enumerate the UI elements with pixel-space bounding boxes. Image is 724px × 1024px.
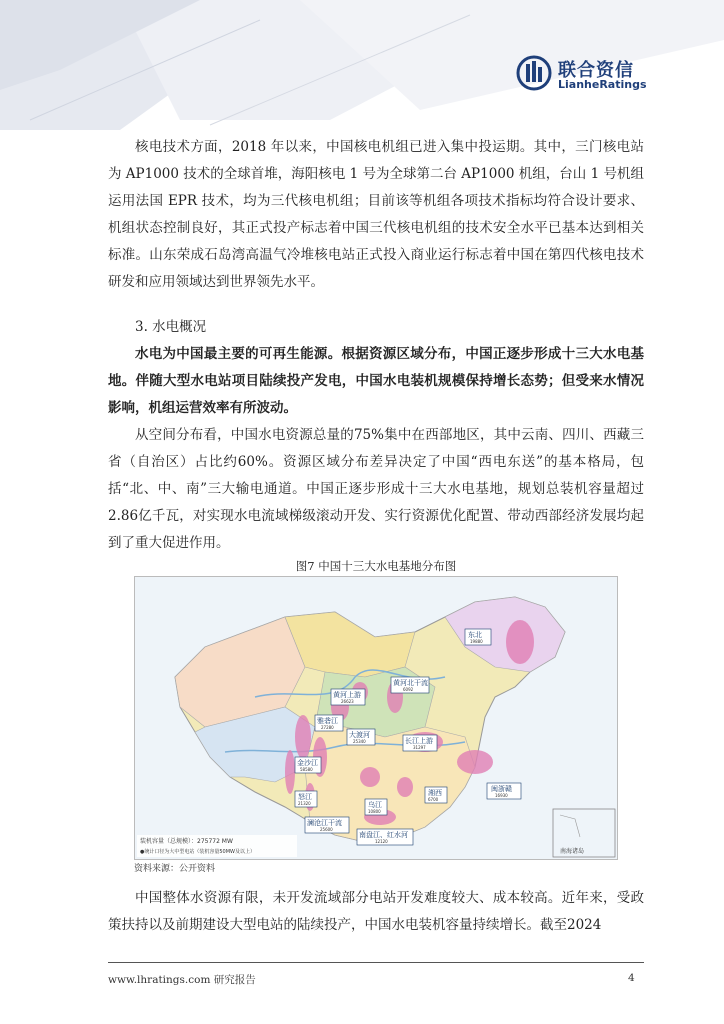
nuclear-paragraph: 核电技术方面，2018 年以来，中国核电机组已进入集中投运期。其中，三门核电站为 AP1000 技术的全球首堆，海阳核电 1 号为全球第二台 AP1000 机组，台山 1 号机组运用法国 EPR 技术，均为三代核电机组；目前该等机组各项技术指标均符合设计要求、机组状态控制良好，其正式投产标志着中国三代核电机组的技术安全水平已基本达到相关标准。山东荣成石岛湾高温气冷堆核电站正式投入商业运行标志着中国在第四代核电技术研发和应用领域达到世界领先水平。 — [108, 139, 644, 290]
hydropower-map — [134, 576, 618, 860]
svg-text:26623: 26623 — [341, 699, 354, 704]
base-label-wujiang — [365, 799, 387, 815]
page-number: 4 — [628, 972, 635, 984]
svg-text:长江上游: 长江上游 — [405, 737, 433, 745]
svg-text:21320: 21320 — [298, 801, 311, 806]
base-label-nujiang — [295, 791, 317, 807]
svg-text:金沙江: 金沙江 — [297, 759, 318, 767]
svg-text:大渡河: 大渡河 — [349, 731, 370, 739]
lianhe-logo — [516, 55, 646, 95]
svg-text:6700: 6700 — [428, 797, 439, 802]
svg-text:东北: 东北 — [468, 631, 482, 639]
body-text-continued — [108, 885, 644, 939]
footer-website: www.lhratings.com 研究报告 — [108, 974, 256, 986]
svg-text:闽浙赣: 闽浙赣 — [491, 785, 512, 793]
figure-caption: 图7 中国十三大水电基地分布图 — [295, 559, 457, 573]
base-label-daduhe — [347, 729, 375, 745]
base-label-lancangjiang — [305, 817, 349, 833]
lianhe-logo-icon — [516, 55, 552, 91]
base-label-jinshajiang — [295, 757, 321, 773]
svg-text:湘西: 湘西 — [428, 789, 442, 797]
base-label-yalongjiang — [315, 715, 343, 731]
base-label-minzhegan — [487, 783, 521, 799]
svg-text:12120: 12120 — [375, 839, 388, 844]
svg-text:乌江: 乌江 — [368, 801, 382, 809]
svg-text:16930: 16930 — [495, 793, 508, 798]
section-heading: 3. 水电概况 — [135, 319, 207, 335]
base-label-huanghe-shangyou — [331, 689, 365, 705]
logo-english-name: LianheRatings — [558, 78, 647, 91]
legend-capacity: 装机容量（总规模）：275772 MW — [140, 838, 233, 845]
svg-text:黄河上游: 黄河上游 — [333, 691, 361, 699]
svg-text:10800: 10800 — [368, 809, 381, 814]
body-text — [108, 134, 644, 557]
base-label-xiangxi — [425, 787, 447, 803]
bold-summary: 水电为中国最主要的可再生能源。根据资源区域分布，中国正逐步形成十三大水电基地。伴随大型水电站项目陆续投产发电，中国水电装机规模保持增长态势；但受来水情况影响，机组运营效率有所波动。 — [108, 346, 644, 416]
svg-text:雅砻江: 雅砻江 — [317, 717, 338, 725]
svg-text:黄河北干流: 黄河北干流 — [393, 679, 428, 687]
base-label-dongbei — [465, 629, 491, 645]
base-label-changjiang-shangyou — [403, 735, 437, 751]
svg-text:27280: 27280 — [321, 725, 334, 730]
svg-text:19880: 19880 — [470, 639, 483, 644]
svg-text:南盘江、红水河: 南盘江、红水河 — [359, 831, 408, 839]
svg-text:58580: 58580 — [300, 767, 313, 772]
svg-text:25600: 25600 — [320, 827, 333, 832]
figure-source: 资料来源：公开资料 — [134, 864, 216, 874]
distribution-paragraph: 从空间分布看，中国水电资源总量的75%集中在西部地区，其中云南、四川、西藏三省（自治区）占比约60%。资源区域分布差异决定了中国“西电东送”的基本格局，包括“北、中、南”三大输电通道。中国正逐步形成十三大水电基地，规划总装机容量超过2.86亿千瓦，对实现水电流域梯级滚动开发、实行资源优化配置、带动西部经济发展均起到了重大促进作用。 — [108, 427, 644, 551]
svg-text:31297: 31297 — [413, 745, 426, 750]
closing-paragraph: 中国整体水资源有限，未开发流域部分电站开发难度较大、成本较高。近年来，受政策扶持以及前期建设大型电站的陆续投产，中国水电装机容量持续增长。截至2024 — [108, 890, 644, 933]
svg-text:澜沧江干流: 澜沧江干流 — [307, 819, 342, 827]
base-label-nanpanjiang — [357, 829, 413, 845]
china-map-svg — [135, 577, 617, 859]
svg-text:6092: 6092 — [403, 687, 414, 692]
footer-divider — [108, 962, 644, 963]
svg-text:怒江: 怒江 — [298, 793, 312, 801]
logo-chinese-name: 联合资信 — [558, 60, 634, 81]
inset-label: 南海诸岛 — [560, 848, 585, 855]
legend-note: ●统计口径为大中型电站（装机容量50MW及以上） — [140, 849, 255, 855]
base-label-huanghe-beiganliu — [391, 677, 429, 693]
svg-text:25340: 25340 — [353, 739, 366, 744]
